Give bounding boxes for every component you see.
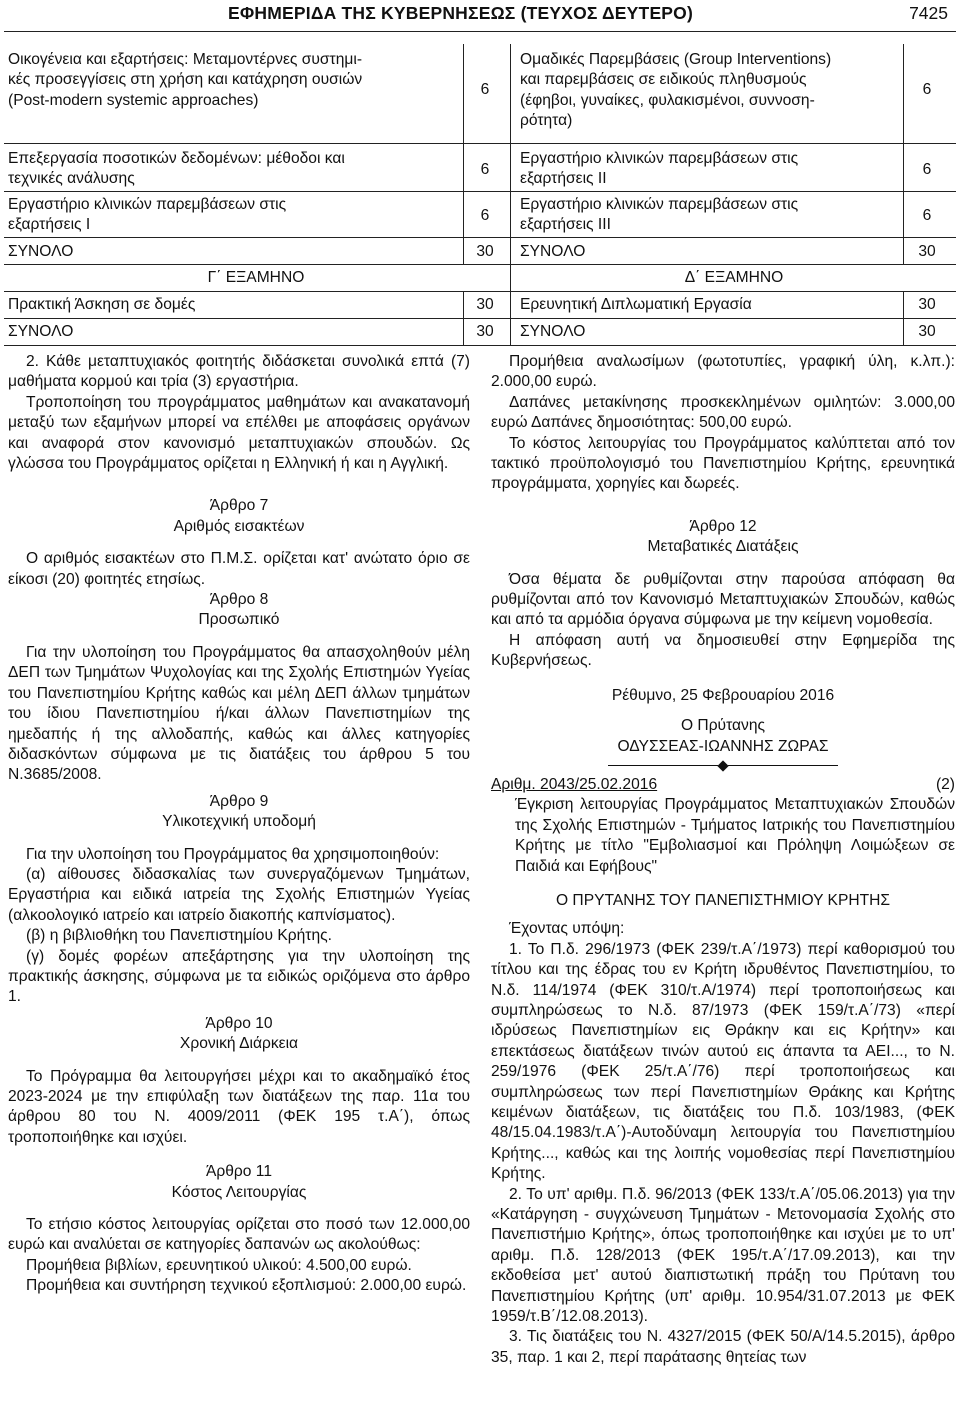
table-total-label: ΣΥΝΟΛΟ: [8, 323, 74, 340]
paragraph: Για την υλοποίηση του Προγράμματος θα απασχοληθούν μέλη ΔΕΠ των Τμημάτων Ψυχολογίας και της Σχολής Επιστημών Υγείας του Πανεπιστημίου Κρήτης καθώς και μέλη ΔΕΠ άλλων τμημάτων του ίδιου Πανεπιστημίου ή/και άλλων Πανεπιστημίων της ημεδαπής ή της αλλοδαπής, καθώς και άλλες κατηγορίες διδασκόντων σύμφωνα με τις διατάξεις του άρθρου 5 του Ν.3685/2008.: [8, 643, 470, 784]
rector-name: ΟΔΥΣΣΕΑΣ-ΙΩΑΝΝΗΣ ΖΩΡΑΣ: [617, 737, 829, 755]
table-total-label: ΣΥΝΟΛΟ: [520, 243, 586, 260]
article-9-title: Άρθρο 9: [209, 792, 269, 810]
paragraph: (β) η βιβλιοθήκη του Πανεπιστημίου Κρήτης.: [26, 927, 332, 945]
place-date: Ρέθυμνο, 25 Φεβρουαρίου 2016: [611, 686, 835, 704]
article-7-subtitle: Αριθμός εισακτέων: [173, 517, 305, 535]
paragraph: Προμήθεια αναλωσίμων (φωτοτυπίες, γραφική ύλη, κ.λπ.): 2.000,00 ευρώ.: [491, 353, 955, 391]
article-11-title: Άρθρο 11: [205, 1163, 272, 1181]
article-8-title: Άρθρο 8: [209, 591, 269, 609]
paragraph: Για την υλοποίηση του Προγράμματος θα χρησιμοποιηθούν:: [26, 845, 440, 863]
rector-title: Ο Πρύτανης: [680, 717, 766, 735]
decision-title: Έγκριση λειτουργίας Προγράμματος Μεταπτυχιακών Σπουδών της Σχολής Επιστημών - Τμήματος Ιατρικής του Πανεπιστημίου Κρήτης με τίτλο "Εμβολιασμοί και Πρόληψη Λοιμώξεων σε Παιδιά και Εφήβους": [515, 796, 955, 875]
semester-c-heading: Γ΄ ΕΞΑΜΗΝΟ: [207, 269, 305, 286]
paragraph: 2. Κάθε μεταπτυχιακός φοιτητής διδάσκεται συνολικά επτά (7) μαθήματα κορμού και τρία (3) εργαστήρια.: [8, 353, 470, 391]
table-total-label: ΣΥΝΟΛΟ: [8, 243, 74, 260]
article-12-title: Άρθρο 12: [689, 517, 757, 535]
paragraph: 2. Το υπ' αριθμ. Π.δ. 96/2013 (ΦΕΚ 133/τ.Α΄/05.06.2013) για την «Κατάργηση - συγχώνευση Τμημάτων - Μετονομασία Σχολής στο Πανεπιστήμιο Κρήτης», όπως τροποποιήθηκε και ισχύει με το υπ' αριθμ. Π.δ. 128/2013 (ΦΕΚ 195/τ.Α΄/17.09.2013), και την εκδοθείσα μετ' αυτού διαπιστωτική πράξη του Πρύτανη του Πανεπιστημίου Κρήτης (υπ' αριθμ. 10.954/31.07.2013 με ΦΕΚ 1959/τ.Β΄/12.08.2013).: [491, 1185, 955, 1326]
table-total-value: 30: [476, 323, 494, 340]
table-cell-ects: 6: [480, 207, 490, 224]
practice-course: Πρακτική Άσκηση σε δομές: [8, 296, 196, 313]
article-9-subtitle: Υλικοτεχνική υποδομή: [162, 813, 316, 831]
paragraph: Τροποποίηση του προγράμματος μαθημάτων και ανακατανομή μεταξύ των εξαμήνων μπορεί να επέλθει με αποφάσεις οργάνων και αναφορά στον κανονισμό μεταπτυχιακών σπουδών. Ως γλώσσα του Προγράμματος ορίζεται η Ελληνική ή και η Αγγλική.: [8, 393, 470, 473]
header-rule: [4, 31, 956, 32]
table-total-label: ΣΥΝΟΛΟ: [520, 323, 586, 340]
paragraph: Όσα θέματα δε ρυθμίζονται στην παρούσα απόφαση θα ρυθμίζονται από τον Κανονισμό Μεταπτυχιακών Σπουδών, καθώς και από τα αρμόδια όργανα σύμφωνα με την κείμενη νομοθεσία.: [491, 570, 955, 629]
table-cell-ects: 6: [922, 207, 932, 224]
article-7-title: Άρθρο 7: [209, 497, 269, 515]
article-12-subtitle: Μεταβατικές Διατάξεις: [647, 538, 799, 556]
thesis-course: Ερευνητική Διπλωματική Εργασία: [520, 296, 752, 313]
table-total-value: 30: [918, 243, 936, 260]
table-cell-ects: 6: [480, 161, 490, 178]
paragraph: Το κόστος λειτουργίας του Προγράμματος καλύπτεται από τον τακτικό προϋπολογισμό του Πανεπιστημίου Κρήτης, ερευνητικά προγράμματα, χορηγίες και δωρεές.: [491, 434, 955, 493]
table-cell-ects: 6: [922, 161, 932, 178]
table-cell-ects: 6: [922, 81, 932, 98]
paragraph: Προμήθεια και συντήρηση τεχνικού εξοπλισμού: 2.000,00 ευρώ.: [26, 1277, 467, 1295]
paragraph: 3. Τις διατάξεις του Ν. 4327/2015 (ΦΕΚ 50/Α/14.5.2015), άρθρο 35, παρ. 1 και 2, περί παράτασης θητείας των: [491, 1328, 955, 1366]
decision-number: Αριθμ. 2043/25.02.2016: [491, 775, 658, 793]
left-column: [8, 352, 470, 1297]
practice-ects: 30: [476, 296, 494, 313]
table-cell-course: Εργαστήριο κλινικών παρεμβάσεων στις εξαρτήσεις ΙΙ: [520, 150, 799, 188]
gazette-title: ΕΦΗΜΕΡΙΔΑ ΤΗΣ ΚΥΒΕΡΝΗΣΕΩΣ (ΤΕΥΧΟΣ ΔΕΥΤΕΡΟ): [228, 3, 694, 23]
article-8-subtitle: Προσωπικό: [198, 611, 280, 629]
paragraph: (γ) δομές φορέων απεξάρτησης για την υλοποίηση της πρακτικής άσκησης, σύμφωνα με τα ειδικώς οριζόμενα στο άρθρο 1.: [8, 947, 470, 1006]
table-cell-course: Εργαστήριο κλινικών παρεμβάσεων στις εξαρτήσεις Ι: [8, 196, 287, 234]
article-10-subtitle: Χρονική Διάρκεια: [179, 1035, 299, 1053]
table-cell-course: Επεξεργασία ποσοτικών δεδομένων: μέθοδοι και τεχνικές ανάλυσης: [8, 150, 345, 188]
page-number: 7425: [909, 3, 948, 23]
table-total-value: 30: [476, 243, 494, 260]
section-separator: [491, 759, 955, 773]
decision-header: [491, 775, 955, 795]
article-11-subtitle: Κόστος Λειτουργίας: [171, 1183, 307, 1201]
thesis-ects: 30: [918, 296, 936, 313]
paragraph: Το Πρόγραμμα θα λειτουργήσει μέχρι και το ακαδημαϊκό έτος 2023-2024 με την επιφύλαξη των διατάξεων της παρ. 11α του άρθρου 80 του Ν. 4009/2011 (ΦΕΚ 195 τ.Α΄), όπως τροποποιήθηκε και ισχύει.: [8, 1067, 470, 1146]
page-header: [0, 0, 960, 28]
issuing-authority: Ο ΠΡΥΤΑΝΗΣ ΤΟΥ ΠΑΝΕΠΙΣΤΗΜΙΟΥ ΚΡΗΤΗΣ: [555, 891, 891, 909]
semester-d-heading: Δ΄ ΕΞΑΜΗΝΟ: [684, 269, 784, 286]
considering-heading: Έχοντας υπόψη:: [509, 920, 625, 938]
table-cell-course: Εργαστήριο κλινικών παρεμβάσεων στις εξαρτήσεις ΙΙΙ: [520, 196, 799, 234]
table-cell-course: Οικογένεια και εξαρτήσεις: Μεταμοντέρνες συστημι- κές προσεγγίσεις στη χρήση και κατάχρηση ουσιών (Post-modern systemic approaches): [8, 51, 363, 109]
table-cell-course: Ομαδικές Παρεμβάσεις (Group Interventions) και παρεμβάσεις σε ειδικούς πληθυσμούς (έφηβοι, γυναίκες, φυλακισμένοι, συννοση- ρότητα): [520, 51, 832, 130]
paragraph: Το ετήσιο κόστος λειτουργίας ορίζεται στο ποσό των 12.000,00 ευρώ και αναλύεται σε κατηγορίες δαπανών ως ακολούθως:: [8, 1216, 470, 1254]
paragraph: Προμήθεια βιβλίων, ερευνητικού υλικού: 4.500,00 ευρώ.: [26, 1256, 412, 1274]
table-cell-ects: 6: [480, 81, 490, 98]
paragraph: Δαπάνες μετακίνησης προσκεκλημένων ομιλητών: 3.000,00 ευρώ Δαπάνες δημοσιότητας: 500,00 ευρώ.: [491, 393, 955, 432]
paragraph: Ο αριθμός εισακτέων στο Π.Μ.Σ. ορίζεται κατ' ανώτατο όριο σε είκοσι (20) φοιτητές ετησίως.: [8, 550, 470, 588]
table-total-value: 30: [918, 323, 936, 340]
paragraph: 1. Το Π.δ. 296/1973 (ΦΕΚ 239/τ.Α΄/1973) περί καθορισμού του τίτλου και της έδρας του εν Κρήτη ιδρυθέντος Πανεπιστημίου, το Ν.δ. 114/1974 (ΦΕΚ 310/τ.Α/1974) περί τροποποιήσεως και συμπληρώσεως το Ν.δ. 87/1973 (ΦΕΚ 159/τ.Α΄/73) «περί ιδρύσεως Πανεπιστημίων εις Θράκην και εις Κρήτην» και επεκτάσεως διατάξεων τινών αυτού εις άπαντα τα ΑΕΙ..., το Ν. 259/1976 (ΦΕΚ 25/τ.Α΄/76) περί τροποποιήσεως και συμπληρώσεως των περί Πανεπιστημίων Θράκης και Κρήτης κειμένων διατάξεων, τις διατάξεις του Π.δ. 103/1983, (ΦΕΚ 48/15.04.1983/τ.Α΄)-Αυτοδύναμη λειτουργία του Πανεπιστημίου Κρήτης..., καθώς και της λοιπής νομοθεσίας περί Πανεπιστημίου Κρήτης.: [491, 940, 955, 1183]
paragraph: (α) αίθουσες διδασκαλίας των συνεργαζόμενων Τμημάτων, Εργαστήρια και ειδικά ιατρεία της Σχολής Επιστημών Υγείας (αλκοολογικό ιατρείο και ιατρείο διακοπής καπνίσματος).: [8, 865, 470, 924]
article-10-title: Άρθρο 10: [205, 1014, 273, 1032]
paragraph: Η απόφαση αυτή να δημοσιευθεί στην Εφημερίδα της Κυβερνήσεως.: [491, 631, 955, 670]
decision-mark: (2): [935, 775, 955, 793]
right-column: [491, 352, 955, 1368]
